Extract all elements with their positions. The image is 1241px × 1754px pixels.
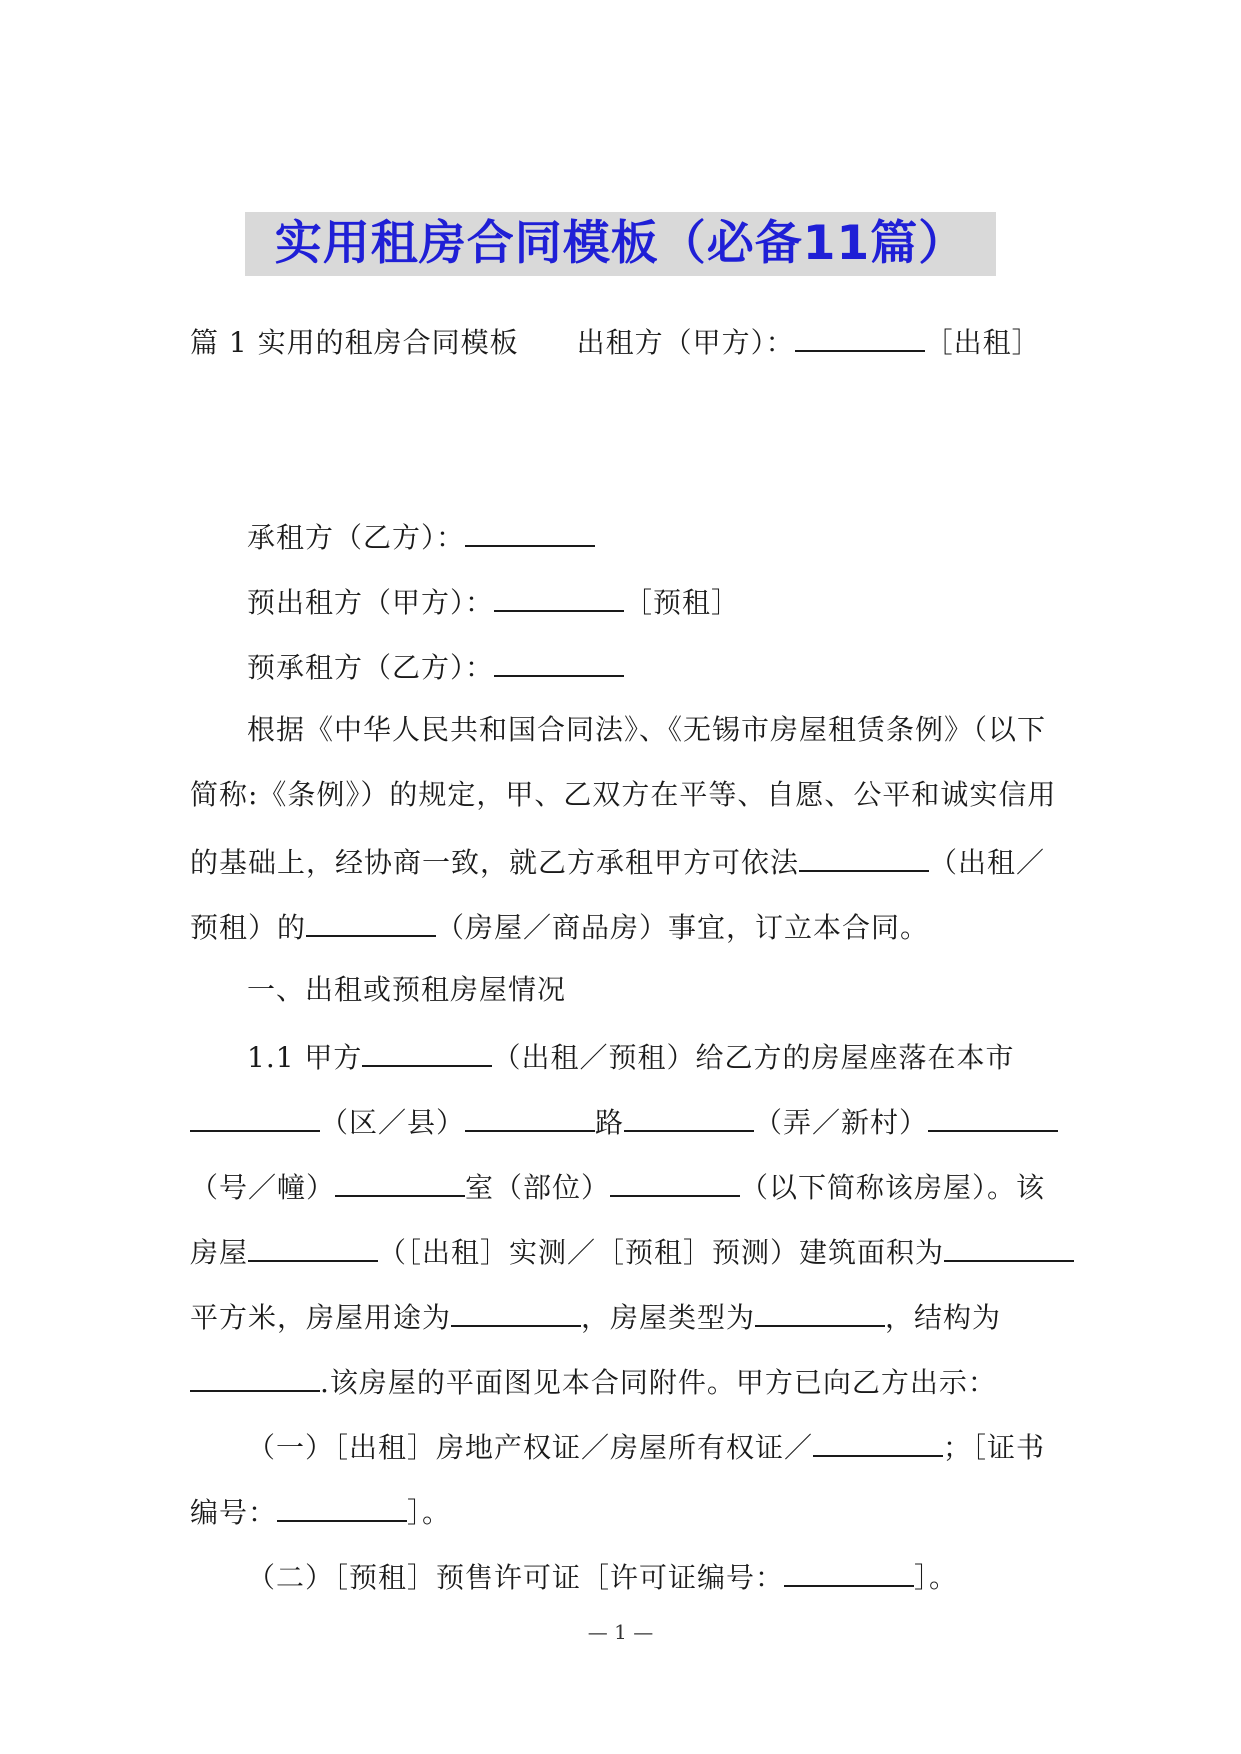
blank-field [494,580,624,612]
line-text: ；［证书 [943,1431,1046,1464]
blank-field [335,1165,465,1197]
line-text: 路 [595,1106,625,1139]
line-text: （以下简称该房屋）。该 [740,1171,1046,1204]
line-text: ，房屋类型为 [581,1301,756,1334]
line-text: 一、出租或预租房屋情况 [247,973,567,1006]
line-text: （区／县） [320,1106,466,1139]
line-text: 出租方（甲方）： [576,326,795,359]
line-text: ，结构为 [885,1301,1002,1334]
paragraph-line [247,580,740,623]
paragraph-line [190,1360,997,1403]
blank-field [928,1100,1058,1132]
line-text: （二）［预租］预售许可证［许可证编号： [247,1561,785,1594]
line-text: 室（部位） [465,1171,611,1204]
line-text: （［出租］实测／［预租］预测）建筑面积为 [378,1236,945,1269]
blank-field [451,1295,581,1327]
line-text: （一）［出租］房地产权证／房屋所有权证／ [247,1431,814,1464]
page-number: — 1 — [587,1620,654,1644]
blank-field [813,1425,943,1457]
line-text: 编号： [190,1496,278,1529]
paragraph-line [190,905,929,948]
paragraph-line [190,840,1045,883]
paragraph-line [247,710,1046,750]
line-text: 承租方（乙方）： [247,521,466,554]
paragraph-line [247,1035,1014,1078]
blank-field [277,1490,407,1522]
paragraph-line [190,1490,451,1533]
blank-field [944,1230,1074,1262]
line-text: 简称:《条例》）的规定，甲、乙双方在平等、自愿、公平和诚实信用 [190,778,1057,811]
blank-field [494,645,624,677]
line-text: 预出租方（甲方）： [247,586,495,619]
paragraph-line [190,320,1041,363]
blank-field [306,905,436,937]
line-text: ［出租］ [924,326,1041,359]
paragraph-line [247,1425,1045,1468]
line-text: 根据《中华人民共和国合同法》、《无锡市房屋租赁条例》（以下 [247,713,1047,746]
blank-field [755,1295,885,1327]
line-text: 篇 1 实用的租房合同模板 [190,326,519,359]
line-text: .该房屋的平面图见本合同附件。甲方已向乙方出示： [320,1366,997,1399]
line-text: 预承租方（乙方）： [247,651,495,684]
line-text: （号／幢） [190,1171,336,1204]
paragraph-line [247,515,595,558]
blank-field [465,515,595,547]
blank-field [610,1165,740,1197]
section-heading [247,970,566,1010]
blank-field [362,1035,492,1067]
paragraph-line [247,1555,958,1598]
blank-field [248,1230,378,1262]
paragraph-line [247,645,624,688]
line-text: 的基础上，经协商一致，就乙方承租甲方可依法 [190,846,800,879]
blank-field [190,1360,320,1392]
line-text: ］。 [407,1496,452,1529]
blank-field [784,1555,914,1587]
blank-field [465,1100,595,1132]
paragraph-line [190,1100,1058,1143]
line-text: （房屋／商品房）事宜，订立本合同。 [436,911,930,944]
line-text: 1.1 甲方 [247,1041,363,1074]
line-text: 房屋 [190,1236,249,1269]
line-text: （弄／新村） [754,1106,929,1139]
line-text: 预租）的 [190,911,307,944]
blank-field [624,1100,754,1132]
paragraph-line [190,1165,1045,1208]
blank-field [190,1100,320,1132]
line-text: （出租／ [929,846,1046,879]
line-text: 平方米，房屋用途为 [190,1301,452,1334]
blank-field [799,840,929,872]
line-text: ［预租］ [624,586,741,619]
document-title: 实用租房合同模板（必备11篇） [245,212,996,276]
paragraph-line [190,1295,1001,1338]
paragraph-line [190,775,1056,815]
title-wrap [0,212,1241,276]
paragraph-line [190,1230,1074,1273]
blank-field [795,320,925,352]
line-text: （出租／预租）给乙方的房屋座落在本市 [492,1041,1015,1074]
line-text: ］。 [914,1561,959,1594]
